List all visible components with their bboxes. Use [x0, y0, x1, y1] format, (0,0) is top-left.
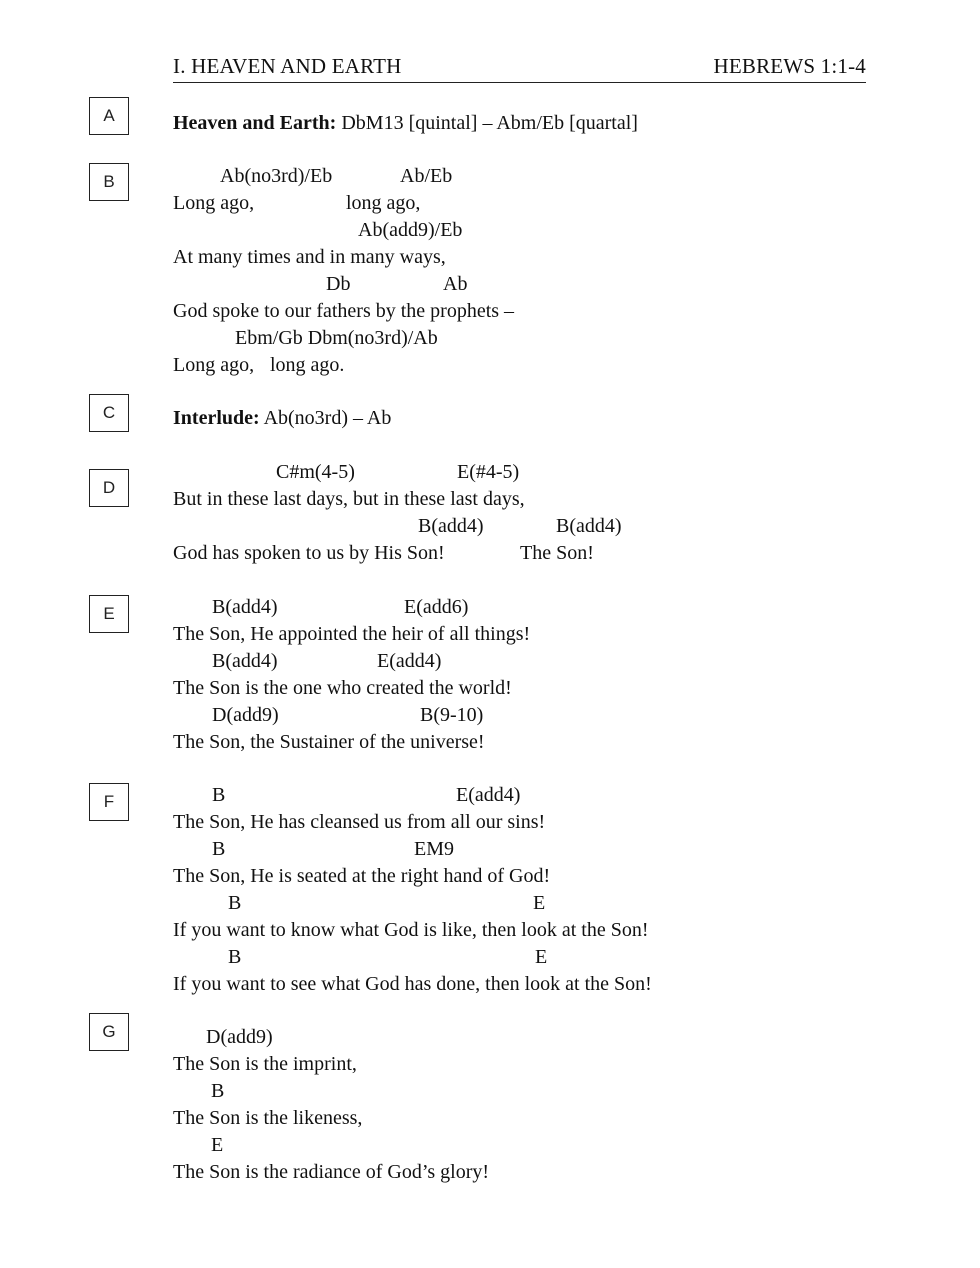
chord: E(add4)	[456, 784, 521, 806]
chord: E	[535, 946, 548, 968]
lyric: The Son is the imprint,	[173, 1053, 357, 1075]
section-a-line	[173, 111, 638, 135]
chord: B	[228, 946, 242, 968]
section-marker-b: B	[89, 163, 129, 201]
lyric: The Son, He is seated at the right hand of God!	[173, 865, 551, 887]
chord: Ab(add9)/Eb	[358, 219, 463, 241]
lyric: Long ago,	[173, 354, 255, 376]
chord: B	[211, 1080, 225, 1102]
section-c-label: Interlude:	[173, 407, 260, 429]
chord: Ab	[443, 273, 468, 295]
song-title: I. HEAVEN AND EARTH	[173, 54, 402, 78]
chord: Ebm/Gb Dbm(no3rd)/Ab	[235, 327, 438, 349]
page-header	[173, 52, 866, 83]
lyric: long ago,	[346, 192, 421, 214]
chord: B(add4)	[212, 596, 278, 618]
lyric: long ago.	[270, 354, 345, 376]
section-marker-g: G	[89, 1013, 129, 1051]
chord: Ab/Eb	[400, 165, 453, 187]
chord: E(#4-5)	[457, 461, 520, 483]
section-a-chords: DbM13 [quintal] – Abm/Eb [quartal]	[336, 112, 638, 134]
chord: B	[212, 838, 226, 860]
lyric: God has spoken to us by His Son!	[173, 542, 445, 564]
lyric: The Son is the likeness,	[173, 1107, 363, 1129]
section-marker-d: D	[89, 469, 129, 507]
section-marker-f: F	[89, 783, 129, 821]
chord: B(add4)	[556, 515, 622, 537]
section-c-chords: Ab(no3rd) – Ab	[259, 407, 392, 429]
chord: B	[228, 892, 242, 914]
chord: EM9	[414, 838, 454, 860]
lyric: The Son is the radiance of God’s glory!	[173, 1161, 490, 1183]
section-a-label: Heaven and Earth:	[173, 112, 337, 134]
chord: E(add4)	[377, 650, 442, 672]
lyric: God spoke to our fathers by the prophets –	[173, 300, 515, 322]
section-marker-a: A	[89, 97, 129, 135]
lyric: If you want to see what God has done, then look at the Son!	[173, 973, 652, 995]
section-marker-e: E	[89, 595, 129, 633]
chord: Db	[326, 273, 351, 295]
chord: B(add4)	[418, 515, 484, 537]
scripture-reference: HEBREWS 1:1-4	[713, 54, 866, 78]
chord: C#m(4-5)	[276, 461, 355, 483]
lyric: The Son, He has cleansed us from all our sins!	[173, 811, 546, 833]
lyric: But in these last days, but in these last days,	[173, 488, 525, 510]
chord: D(add9)	[212, 704, 279, 726]
chord: E(add6)	[404, 596, 469, 618]
lyric: Long ago,	[173, 192, 255, 214]
lyric: The Son is the one who created the world!	[173, 677, 512, 699]
chord: B(add4)	[212, 650, 278, 672]
section-marker-c: C	[89, 394, 129, 432]
chord: E	[533, 892, 546, 914]
chord: D(add9)	[206, 1026, 273, 1048]
section-c-line	[173, 406, 391, 430]
chord: B(9-10)	[420, 704, 484, 726]
lyric: At many times and in many ways,	[173, 246, 446, 268]
chord: Ab(no3rd)/Eb	[220, 165, 333, 187]
lyric: The Son, He appointed the heir of all things!	[173, 623, 531, 645]
lyric: The Son!	[520, 542, 594, 564]
lyric: The Son, the Sustainer of the universe!	[173, 731, 485, 753]
chord: B	[212, 784, 226, 806]
chord: E	[211, 1134, 224, 1156]
lyric: If you want to know what God is like, then look at the Son!	[173, 919, 649, 941]
